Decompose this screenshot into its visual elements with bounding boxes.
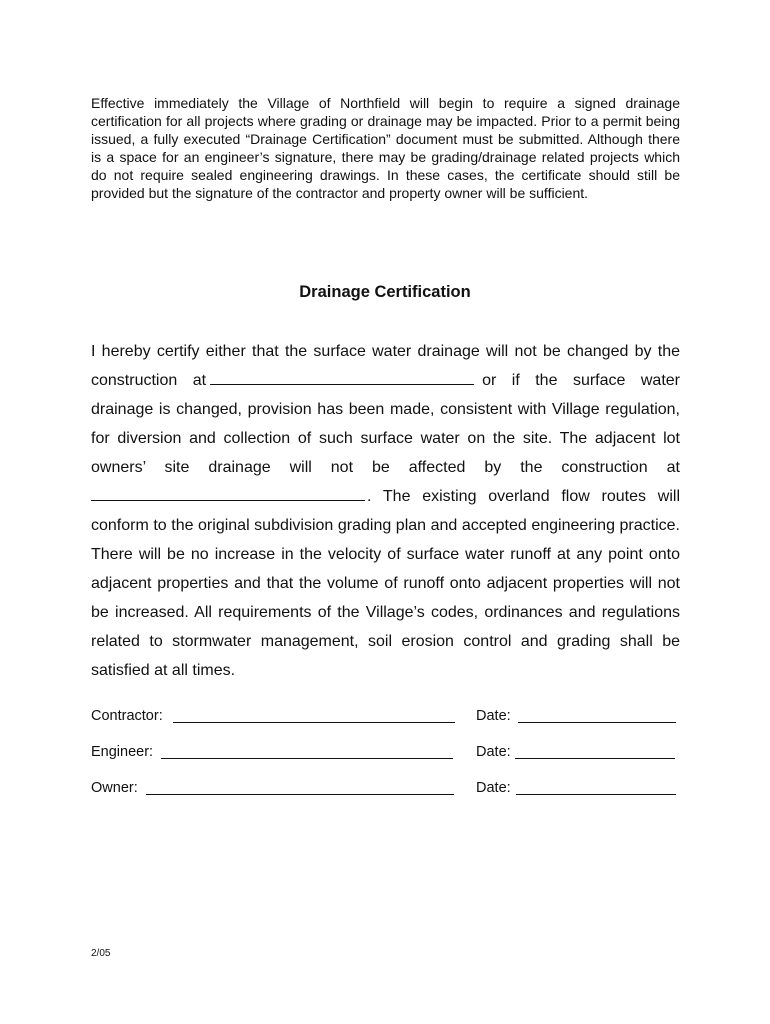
construction-location-blank[interactable] [210,368,474,385]
owner-signature-row [91,778,691,798]
owner-date-line[interactable] [516,794,676,795]
contractor-label: Contractor: [91,708,163,724]
contractor-date-label: Date: [476,708,511,724]
intro-paragraph: Effective immediately the Village of Northfield will begin to require a signed drainage certification for all projects where grading or drainage may be impacted. Prior to a permit being issued, a fully executed “Drainage Certification” document must be submitted. Although there is a space for an engineer’s signature, there may be grading/drainage related projects which do not require sealed engineering drawings. In these cases, the certificate should still be provided but the signature of the contractor and property owner will be sufficient. [91,95,680,201]
engineer-signature-line[interactable] [161,758,453,759]
owner-date-label: Date: [476,780,511,796]
page-title: Drainage Certification [299,283,471,301]
certification-text-part-2: or if the surface water drainage is changed, provision has been made, consistent with Village regulation, for diversion and collection of such surface water on the site. The adjacent lot owners’ site drainage will not be affected by the construction at [91,372,680,476]
contractor-signature-row [91,706,691,726]
certification-text-part-3: . The existing overland flow routes will conform to the original subdivision grading plan and accepted engineering practice. There will be no increase in the velocity of surface water runoff at any point onto adjacent properties and that the volume of runoff onto adjacent properties will not be increased. All requirements of the Village’s codes, ordinances and regulations related to stormwater management, soil erosion control and grading shall be satisfied at all times. [91,488,680,679]
engineer-date-label: Date: [476,744,511,760]
owner-label: Owner: [91,780,138,796]
contractor-date-line[interactable] [518,722,676,723]
owner-signature-line[interactable] [146,794,454,795]
adjacent-construction-location-blank[interactable] [91,484,365,501]
engineer-date-line[interactable] [515,758,675,759]
engineer-label: Engineer: [91,744,154,760]
revision-date: 2/05 [91,948,111,959]
engineer-signature-row [91,742,691,762]
certification-paragraph [91,337,680,685]
certification-text-part-1: I hereby certify either that the surface water drainage will not be changed by the construction at [91,343,680,389]
contractor-signature-line[interactable] [173,722,455,723]
